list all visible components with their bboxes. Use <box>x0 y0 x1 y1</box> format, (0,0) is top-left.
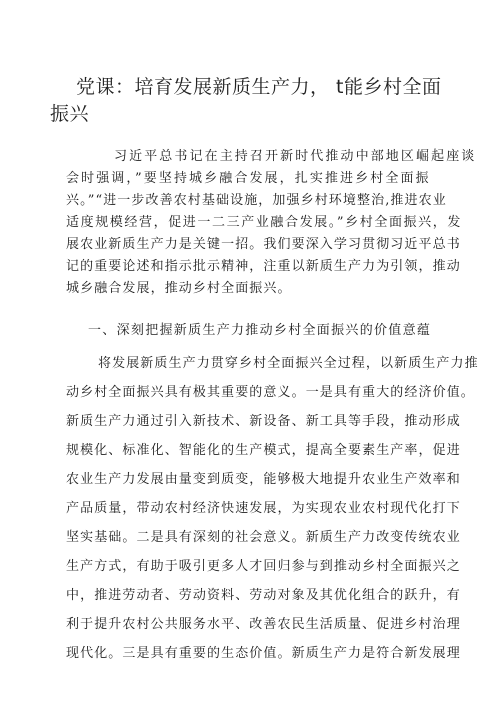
paragraph-line: 兴。”“进一步改善农村基础设施，加强乡村环境整治,推进农业 <box>66 193 447 208</box>
paragraph-line: 坚实基础。二是具有深刻的社会意义。新质生产力改变传统农业 <box>66 530 461 545</box>
document-title: 党课：培育发展新质生产力， t能乡村全面振兴 <box>50 76 442 125</box>
paragraph-line: 现代化。三是具有重要的生态价值。新质生产力是符合新发展理 <box>66 646 461 661</box>
paragraph-line: 将发展新质生产力贯穿乡村全面振兴全过程，以新质生产力推 <box>98 356 479 371</box>
paragraph-line: 产品质量，带动农村经济快速发展，为实现农业农村现代化打下 <box>66 501 461 516</box>
paragraph-line: 利于提升农村公共服务水平、改善农民生活质量、促进乡村治理 <box>66 617 461 632</box>
section-heading: 一、深刻把握新质生产力推动乡村全面振兴的价值意蕴 <box>88 323 432 338</box>
paragraph-line: 适度规模经营，促进一二三产业融合发展。”乡村全面振兴，发 <box>66 215 462 230</box>
paragraph-line: 规模化、标准化、智能化的生产模式，提高全要素生产率，促进 <box>66 443 461 458</box>
paragraph-line: 动乡村全面振兴具有极其重要的意义。一是具有重大的经济价值。 <box>66 385 475 400</box>
paragraph-line: 记的重要论述和指示批示精神，注重以新质生产力为引领，推动 <box>66 259 461 274</box>
paragraph-line: 习近平总书记在主持召开新时代推动中部地区崛起座谈 <box>114 149 477 164</box>
paragraph-line: 会时强调，”要坚持城乡融合发展，扎实推进乡村全面振 <box>66 171 431 186</box>
paragraph-line: 农业生产力发展由量变到质变，能够极大地提升农业生产效率和 <box>66 472 461 487</box>
paragraph-line: 展农业新质生产力是关键一招。我们要深入学习贯彻习近平总书 <box>66 237 461 252</box>
paragraph-line: 生产方式，有助于吸引更多人才回归参与到推动乡村全面振兴之 <box>66 559 461 574</box>
paragraph-line: 新质生产力通过引入新技术、新设备、新工具等手段，推动形成 <box>66 414 461 429</box>
paragraph-line: 中，推进劳动者、劳动资料、劳动对象及其优化组合的跃升，有 <box>66 588 461 603</box>
paragraph-line: 城乡融合发展，推动乡村全面振兴。 <box>66 281 292 296</box>
